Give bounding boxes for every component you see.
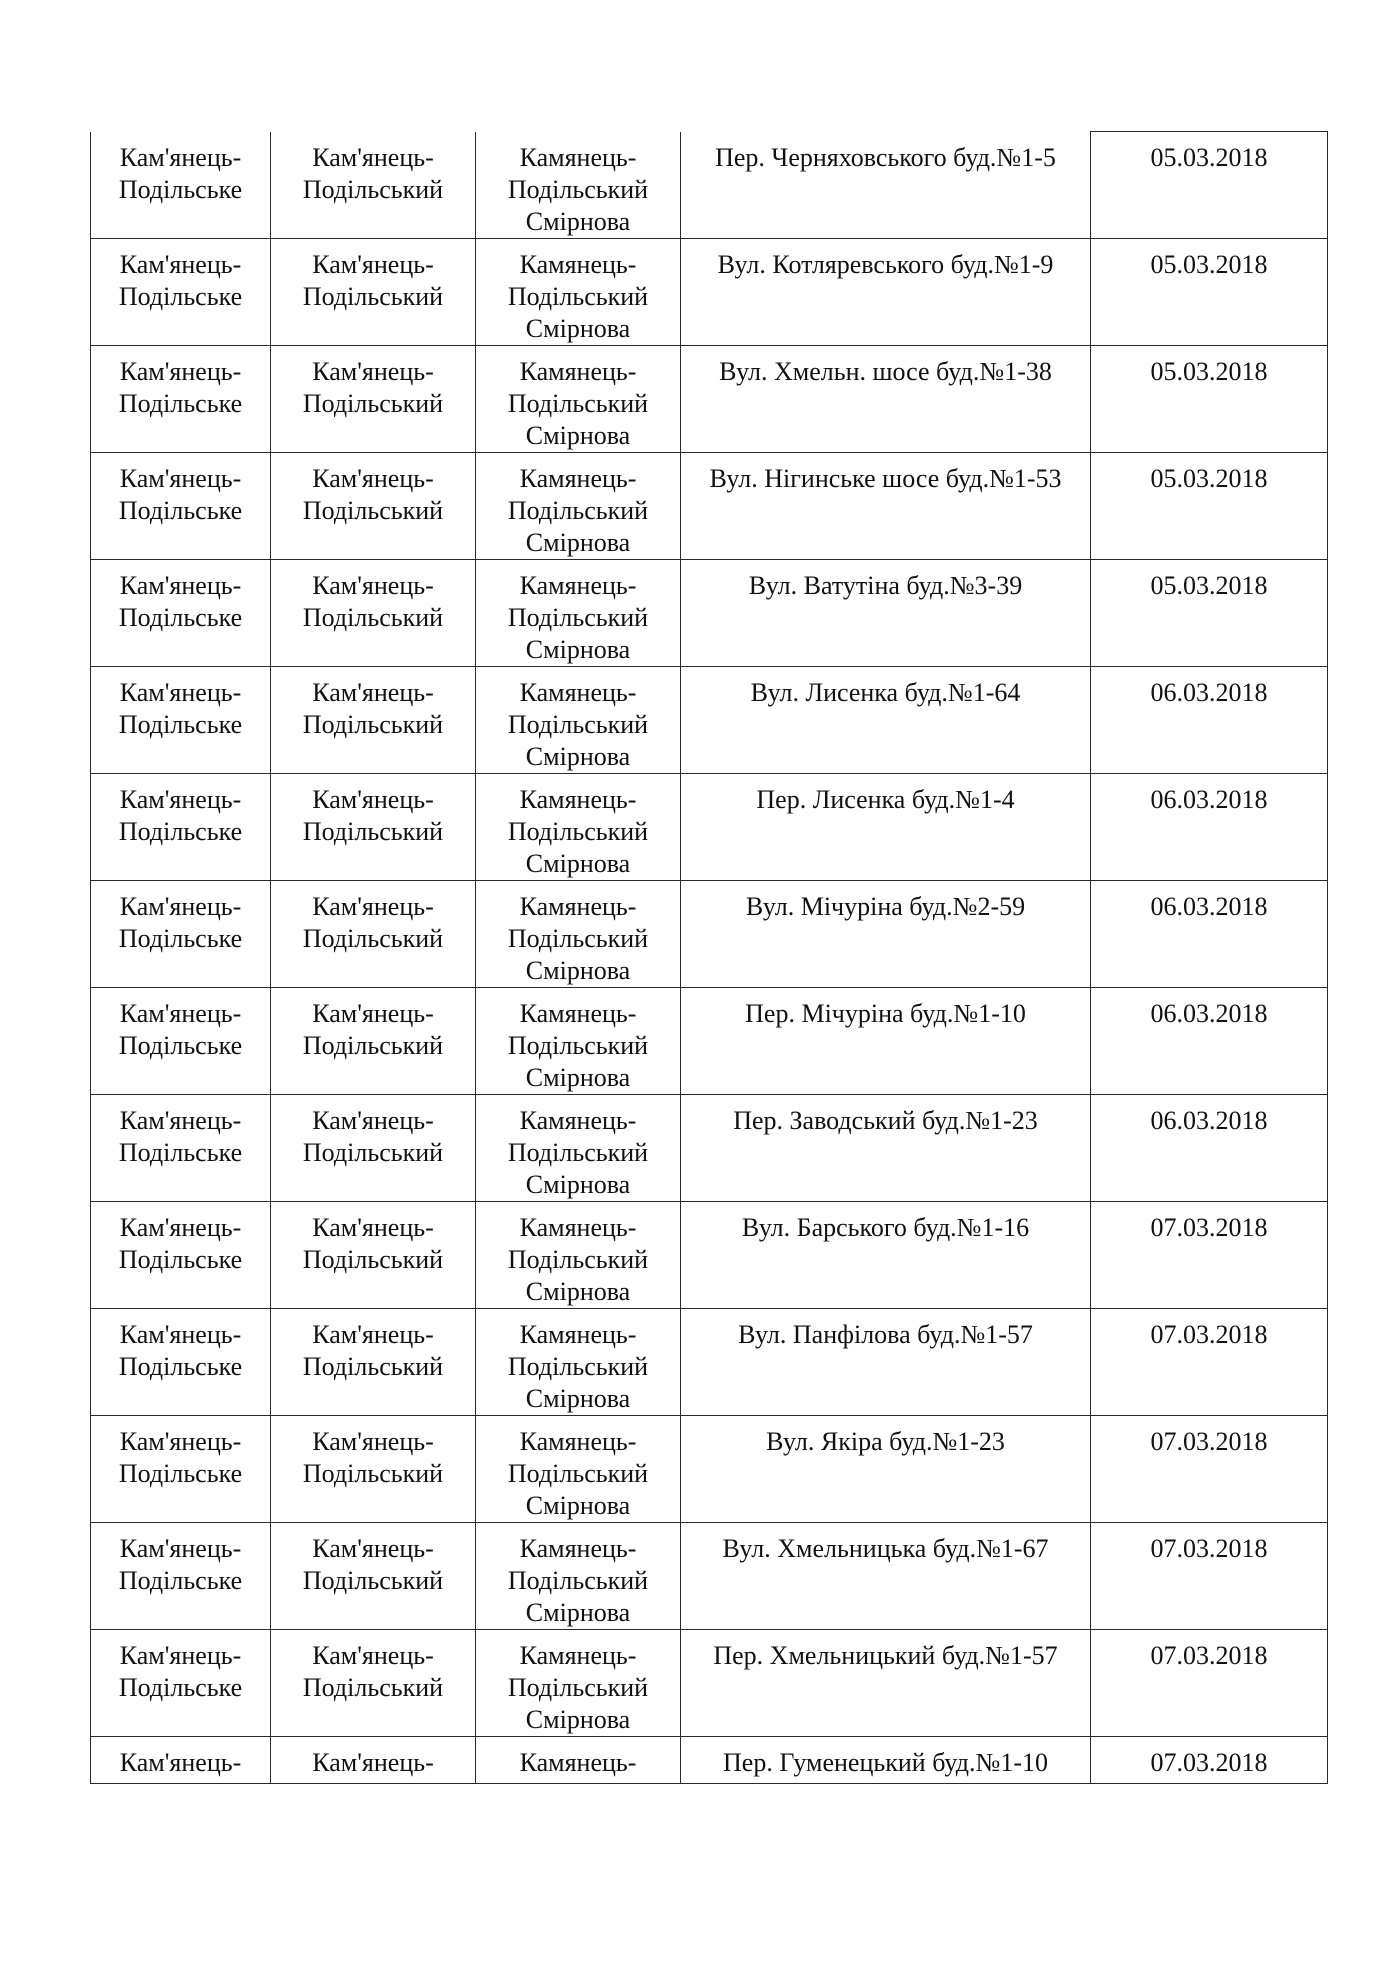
district-cell-line: Подільське <box>118 923 243 953</box>
office-cell-line: Смірнова <box>525 527 631 557</box>
office-cell-line: Смірнова <box>525 1704 631 1734</box>
district-cell-line: Подільське <box>118 602 243 632</box>
district-cell-line: Кам'янець- <box>119 1212 242 1242</box>
address-cell: Пер. Лисенка буд.№1-4 <box>681 773 1091 880</box>
office-cell-line: Камянець- <box>519 891 637 921</box>
office-cell <box>476 1201 681 1308</box>
district-cell-line: Подільське <box>118 1458 243 1488</box>
city-cell-line: Кам'янець- <box>312 249 434 279</box>
date-cell: 05.03.2018 <box>1091 559 1328 666</box>
table-row <box>91 1308 1328 1415</box>
table-row <box>91 559 1328 666</box>
district-cell-line: Кам'янець- <box>119 677 242 707</box>
city-cell-line: Подільський <box>302 388 444 418</box>
district-cell <box>91 880 271 987</box>
city-cell-line: Кам'янець- <box>312 1640 434 1670</box>
city-cell <box>271 1522 476 1629</box>
office-cell-line: Камянець- <box>519 1212 637 1242</box>
office-cell-line: Смірнова <box>525 1490 631 1520</box>
city-cell <box>271 880 476 987</box>
date-cell: 07.03.2018 <box>1091 1308 1328 1415</box>
date-cell: 07.03.2018 <box>1091 1201 1328 1308</box>
table-row <box>91 1629 1328 1736</box>
city-cell-line: Подільський <box>302 816 444 846</box>
table-body <box>91 132 1328 1784</box>
district-cell <box>91 1415 271 1522</box>
table-row <box>91 238 1328 345</box>
date-cell: 07.03.2018 <box>1091 1415 1328 1522</box>
office-cell-line: Подільський <box>507 923 649 953</box>
city-cell-line: Подільський <box>302 1030 444 1060</box>
address-cell: Вул. Панфілова буд.№1-57 <box>681 1308 1091 1415</box>
city-cell-line: Кам'янець- <box>312 1747 434 1777</box>
city-cell <box>271 238 476 345</box>
district-cell <box>91 1308 271 1415</box>
district-cell-line: Кам'янець- <box>119 1533 242 1563</box>
district-cell-line: Кам'янець- <box>119 1747 242 1777</box>
district-cell-line: Подільське <box>118 1244 243 1274</box>
city-cell <box>271 773 476 880</box>
city-cell <box>271 1094 476 1201</box>
office-cell-line: Подільський <box>507 709 649 739</box>
city-cell-line: Подільський <box>302 923 444 953</box>
city-cell-line: Кам'янець- <box>312 1212 434 1242</box>
city-cell <box>271 1201 476 1308</box>
district-cell-line: Подільське <box>118 1565 243 1595</box>
office-cell-line: Подільський <box>507 816 649 846</box>
office-cell-line: Подільський <box>507 1458 649 1488</box>
district-cell-line: Подільське <box>118 388 243 418</box>
district-cell-line: Кам'янець- <box>119 570 242 600</box>
office-cell <box>476 1415 681 1522</box>
district-cell-line: Подільське <box>118 816 243 846</box>
district-cell <box>91 773 271 880</box>
city-cell-line: Подільський <box>302 174 444 204</box>
city-cell-line: Кам'янець- <box>312 1105 434 1135</box>
office-cell-line: Камянець- <box>519 463 637 493</box>
city-cell-line: Кам'янець- <box>312 891 434 921</box>
city-cell <box>271 345 476 452</box>
district-cell <box>91 132 271 239</box>
date-cell: 07.03.2018 <box>1091 1522 1328 1629</box>
office-cell-line: Подільський <box>507 1672 649 1702</box>
office-cell <box>476 559 681 666</box>
city-cell <box>271 1308 476 1415</box>
city-cell <box>271 666 476 773</box>
office-cell <box>476 345 681 452</box>
office-cell-line: Подільський <box>507 602 649 632</box>
table-row <box>91 1094 1328 1201</box>
office-cell <box>476 987 681 1094</box>
date-cell: 07.03.2018 <box>1091 1736 1328 1783</box>
district-cell <box>91 1522 271 1629</box>
table-row <box>91 987 1328 1094</box>
office-cell <box>476 1522 681 1629</box>
city-cell-line: Кам'янець- <box>312 142 434 172</box>
city-cell-line: Подільський <box>302 1565 444 1595</box>
table-row <box>91 132 1328 239</box>
district-cell <box>91 452 271 559</box>
office-cell-line: Смірнова <box>525 1383 631 1413</box>
address-cell: Вул. Хмельницька буд.№1-67 <box>681 1522 1091 1629</box>
office-cell-line: Подільський <box>507 1565 649 1595</box>
date-cell: 06.03.2018 <box>1091 773 1328 880</box>
office-cell-line: Подільський <box>507 1244 649 1274</box>
address-cell: Вул. Лисенка буд.№1-64 <box>681 666 1091 773</box>
outage-schedule-table <box>90 131 1328 1784</box>
office-cell-line: Подільський <box>507 1351 649 1381</box>
district-cell-line: Подільське <box>118 1137 243 1167</box>
city-cell-line: Кам'янець- <box>312 1533 434 1563</box>
address-cell: Пер. Черняховського буд.№1-5 <box>681 132 1091 239</box>
district-cell-line: Кам'янець- <box>119 1426 242 1456</box>
office-cell-line: Подільський <box>507 1137 649 1167</box>
city-cell-line: Кам'янець- <box>312 356 434 386</box>
city-cell <box>271 1629 476 1736</box>
table-row <box>91 1522 1328 1629</box>
table-row <box>91 666 1328 773</box>
office-cell <box>476 666 681 773</box>
address-cell: Пер. Хмельницький буд.№1-57 <box>681 1629 1091 1736</box>
date-cell: 06.03.2018 <box>1091 666 1328 773</box>
district-cell <box>91 1736 271 1783</box>
office-cell-line: Подільський <box>507 174 649 204</box>
office-cell-line: Камянець- <box>519 249 637 279</box>
address-cell: Пер. Гуменецький буд.№1-10 <box>681 1736 1091 1783</box>
district-cell-line: Кам'янець- <box>119 463 242 493</box>
district-cell-line: Кам'янець- <box>119 1105 242 1135</box>
office-cell <box>476 880 681 987</box>
district-cell <box>91 666 271 773</box>
district-cell <box>91 345 271 452</box>
office-cell-line: Смірнова <box>525 1276 631 1306</box>
district-cell <box>91 559 271 666</box>
address-cell: Вул. Ватутіна буд.№3-39 <box>681 559 1091 666</box>
city-cell <box>271 1736 476 1783</box>
office-cell <box>476 452 681 559</box>
city-cell-line: Кам'янець- <box>312 677 434 707</box>
district-cell-line: Подільське <box>118 495 243 525</box>
address-cell: Вул. Якіра буд.№1-23 <box>681 1415 1091 1522</box>
office-cell-line: Смірнова <box>525 741 631 771</box>
city-cell-line: Кам'янець- <box>312 1426 434 1456</box>
address-cell: Пер. Мічуріна буд.№1-10 <box>681 987 1091 1094</box>
district-cell-line: Кам'янець- <box>119 1319 242 1349</box>
table-row <box>91 1415 1328 1522</box>
table-row <box>91 1736 1328 1783</box>
office-cell-line: Смірнова <box>525 1062 631 1092</box>
district-cell <box>91 1201 271 1308</box>
address-cell: Вул. Барського буд.№1-16 <box>681 1201 1091 1308</box>
city-cell-line: Кам'янець- <box>312 998 434 1028</box>
office-cell-line: Подільський <box>507 1030 649 1060</box>
city-cell <box>271 559 476 666</box>
city-cell-line: Подільський <box>302 495 444 525</box>
office-cell-line: Камянець- <box>519 1533 637 1563</box>
office-cell-line: Смірнова <box>525 313 631 343</box>
table-row <box>91 773 1328 880</box>
district-cell-line: Кам'янець- <box>119 142 242 172</box>
city-cell-line: Кам'янець- <box>312 784 434 814</box>
district-cell-line: Кам'янець- <box>119 356 242 386</box>
district-cell-line: Кам'янець- <box>119 784 242 814</box>
district-cell <box>91 987 271 1094</box>
district-cell <box>91 1094 271 1201</box>
office-cell <box>476 773 681 880</box>
city-cell-line: Подільський <box>302 1244 444 1274</box>
district-cell-line: Кам'янець- <box>119 249 242 279</box>
office-cell <box>476 132 681 239</box>
office-cell-line: Смірнова <box>525 420 631 450</box>
office-cell-line: Смірнова <box>525 955 631 985</box>
office-cell-line: Подільський <box>507 388 649 418</box>
office-cell-line: Камянець- <box>519 1640 637 1670</box>
office-cell-line: Камянець- <box>519 142 637 172</box>
city-cell-line: Подільський <box>302 281 444 311</box>
office-cell-line: Камянець- <box>519 1426 637 1456</box>
district-cell-line: Подільське <box>118 1030 243 1060</box>
date-cell: 06.03.2018 <box>1091 987 1328 1094</box>
office-cell-line: Смірнова <box>525 634 631 664</box>
district-cell-line: Кам'янець- <box>119 998 242 1028</box>
city-cell <box>271 132 476 239</box>
city-cell-line: Кам'янець- <box>312 1319 434 1349</box>
date-cell: 05.03.2018 <box>1091 345 1328 452</box>
district-cell-line: Кам'янець- <box>119 891 242 921</box>
date-cell: 05.03.2018 <box>1091 452 1328 559</box>
office-cell-line: Камянець- <box>519 570 637 600</box>
district-cell-line: Кам'янець- <box>119 1640 242 1670</box>
office-cell <box>476 1308 681 1415</box>
district-cell <box>91 1629 271 1736</box>
table-row <box>91 345 1328 452</box>
city-cell <box>271 987 476 1094</box>
office-cell-line: Камянець- <box>519 1319 637 1349</box>
district-cell-line: Подільське <box>118 1672 243 1702</box>
city-cell-line: Подільський <box>302 1137 444 1167</box>
office-cell-line: Камянець- <box>519 677 637 707</box>
city-cell-line: Кам'янець- <box>312 570 434 600</box>
district-cell-line: Подільське <box>118 174 243 204</box>
date-cell: 05.03.2018 <box>1091 132 1328 239</box>
office-cell-line: Камянець- <box>519 998 637 1028</box>
date-cell: 07.03.2018 <box>1091 1629 1328 1736</box>
city-cell <box>271 1415 476 1522</box>
city-cell-line: Подільський <box>302 602 444 632</box>
office-cell-line: Смірнова <box>525 1169 631 1199</box>
date-cell: 06.03.2018 <box>1091 880 1328 987</box>
office-cell <box>476 1736 681 1783</box>
city-cell-line: Подільський <box>302 1672 444 1702</box>
city-cell-line: Подільський <box>302 709 444 739</box>
city-cell-line: Кам'янець- <box>312 463 434 493</box>
office-cell-line: Смірнова <box>525 1597 631 1627</box>
office-cell-line: Камянець- <box>519 784 637 814</box>
city-cell-line: Подільський <box>302 1351 444 1381</box>
district-cell <box>91 238 271 345</box>
office-cell <box>476 238 681 345</box>
table-row <box>91 880 1328 987</box>
date-cell: 06.03.2018 <box>1091 1094 1328 1201</box>
city-cell <box>271 452 476 559</box>
office-cell-line: Подільський <box>507 495 649 525</box>
district-cell-line: Подільське <box>118 1351 243 1381</box>
date-cell: 05.03.2018 <box>1091 238 1328 345</box>
office-cell <box>476 1094 681 1201</box>
office-cell-line: Подільський <box>507 281 649 311</box>
table-row <box>91 452 1328 559</box>
address-cell: Вул. Хмельн. шосе буд.№1-38 <box>681 345 1091 452</box>
table-row <box>91 1201 1328 1308</box>
address-cell: Вул. Котляревського буд.№1-9 <box>681 238 1091 345</box>
district-cell-line: Подільське <box>118 709 243 739</box>
office-cell <box>476 1629 681 1736</box>
address-cell: Вул. Нігинське шосе буд.№1-53 <box>681 452 1091 559</box>
district-cell-line: Подільське <box>118 281 243 311</box>
address-cell: Пер. Заводський буд.№1-23 <box>681 1094 1091 1201</box>
address-cell: Вул. Мічуріна буд.№2-59 <box>681 880 1091 987</box>
office-cell-line: Камянець- <box>519 1105 637 1135</box>
office-cell-line: Смірнова <box>525 206 631 236</box>
office-cell-line: Смірнова <box>525 848 631 878</box>
city-cell-line: Подільський <box>302 1458 444 1488</box>
office-cell-line: Камянець- <box>519 1747 637 1777</box>
office-cell-line: Камянець- <box>519 356 637 386</box>
